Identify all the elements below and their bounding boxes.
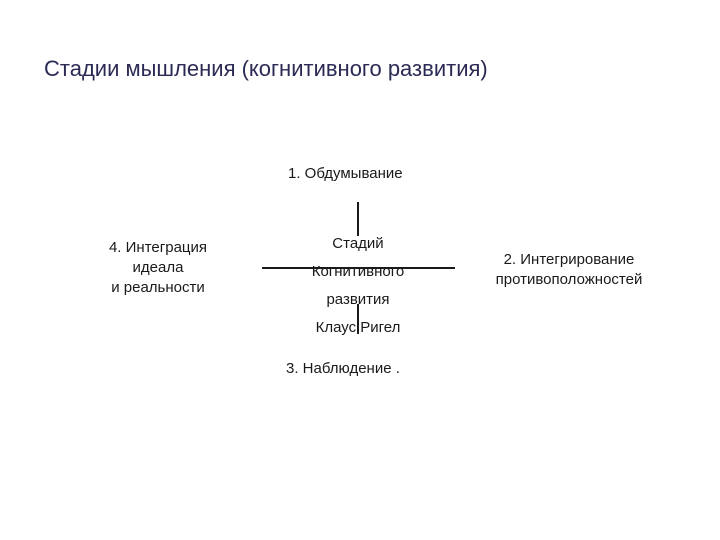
- stage-2-node: [474, 250, 664, 290]
- center-line: Когнитивного: [311, 263, 405, 280]
- center-line: развития: [326, 291, 390, 308]
- center-line: Стадий: [332, 235, 384, 252]
- connector-top: [357, 202, 359, 236]
- slide-title: Стадии мышления (когнитивного развития): [44, 56, 488, 81]
- stage-4-line: и реальности: [111, 279, 205, 296]
- center-line: Клаус Ригел: [315, 319, 401, 336]
- stage-4-node: [78, 238, 238, 298]
- stage-1-node: 1. Обдумывание: [288, 165, 403, 182]
- stage-4-line: 4. Интеграция: [108, 239, 208, 256]
- stage-2-line: 2. Интегрирование: [503, 251, 635, 268]
- stage-3-node: 3. Наблюдение .: [286, 360, 400, 377]
- stage-2-line: противоположностей: [495, 271, 643, 288]
- center-node: [278, 234, 438, 338]
- stage-4-line: идеала: [132, 259, 184, 276]
